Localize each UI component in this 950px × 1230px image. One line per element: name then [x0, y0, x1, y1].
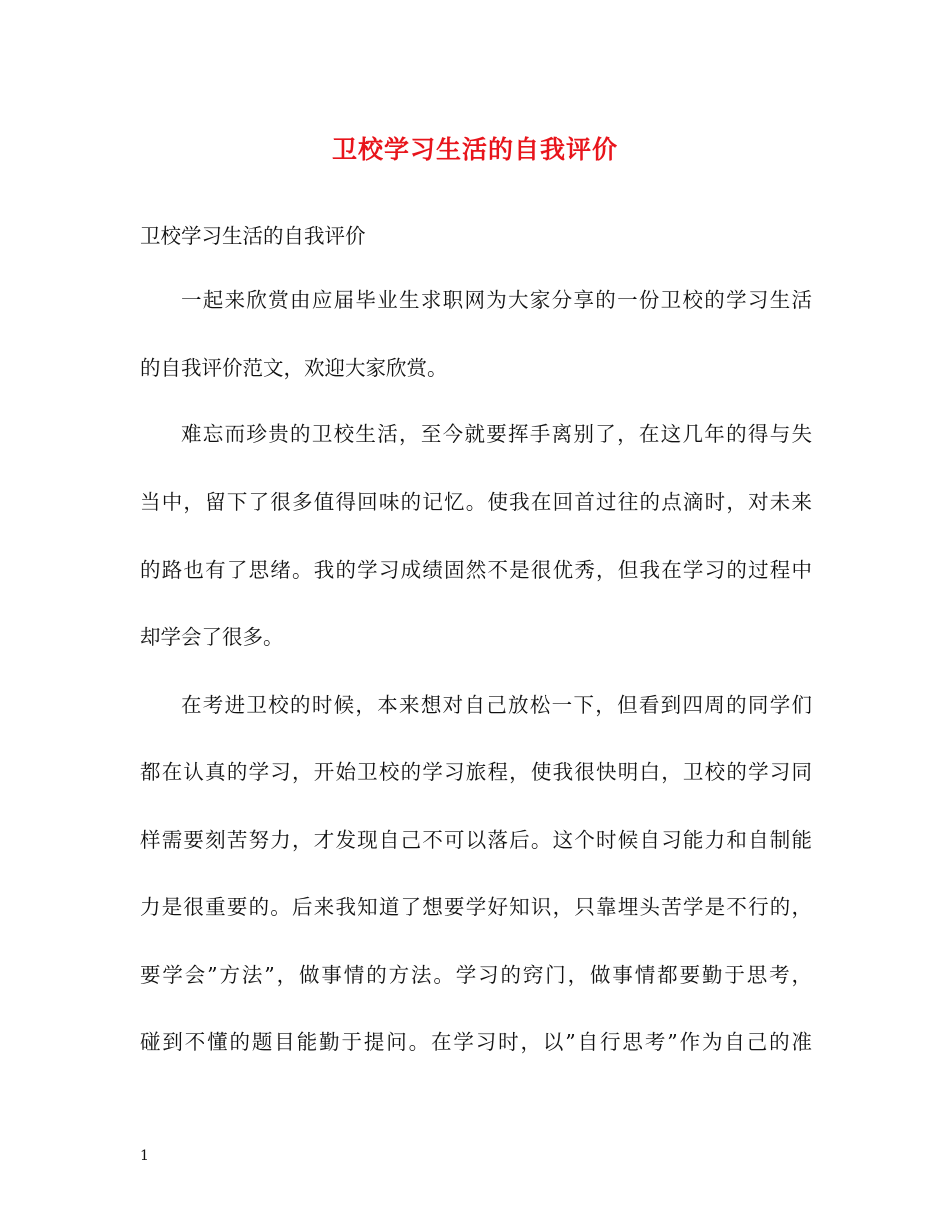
document-title: 卫校学习生活的自我评价: [331, 135, 618, 164]
body-line: 力是很重要的。后来我知道了想要学好知识，只靠埋头苦学是不行的，: [140, 895, 812, 919]
body-line: 当中，留下了很多值得回味的记忆。使我在回首过往的点滴时，对未来: [140, 490, 812, 514]
body-line: 的自我评价范文，欢迎大家欣赏。: [140, 356, 448, 380]
body-line: 的路也有了思绪。我的学习成绩固然不是很优秀，但我在学习的过程中: [140, 558, 812, 582]
body-line: 要学会”方法”，做事情的方法。学习的窍门，做事情都要勤于思考，: [140, 963, 812, 987]
body-line: 在考进卫校的时候，本来想对自己放松一下，但看到四周的同学们: [181, 693, 812, 717]
body-line: 一起来欣赏由应届毕业生求职网为大家分享的一份卫校的学习生活: [181, 288, 812, 312]
document-subtitle: 卫校学习生活的自我评价: [140, 224, 366, 248]
body-line: 碰到不懂的题目能勤于提问。在学习时，以”自行思考”作为自己的准: [140, 1030, 812, 1054]
body-line: 却学会了很多。: [140, 625, 284, 649]
body-line: 难忘而珍贵的卫校生活，至今就要挥手离别了，在这几年的得与失: [181, 422, 812, 446]
page-number: 1: [140, 1148, 149, 1164]
body-line: 样需要刻苦努力，才发现自己不可以落后。这个时候自习能力和自制能: [140, 828, 812, 852]
body-line: 都在认真的学习，开始卫校的学习旅程，使我很快明白，卫校的学习同: [140, 760, 812, 784]
